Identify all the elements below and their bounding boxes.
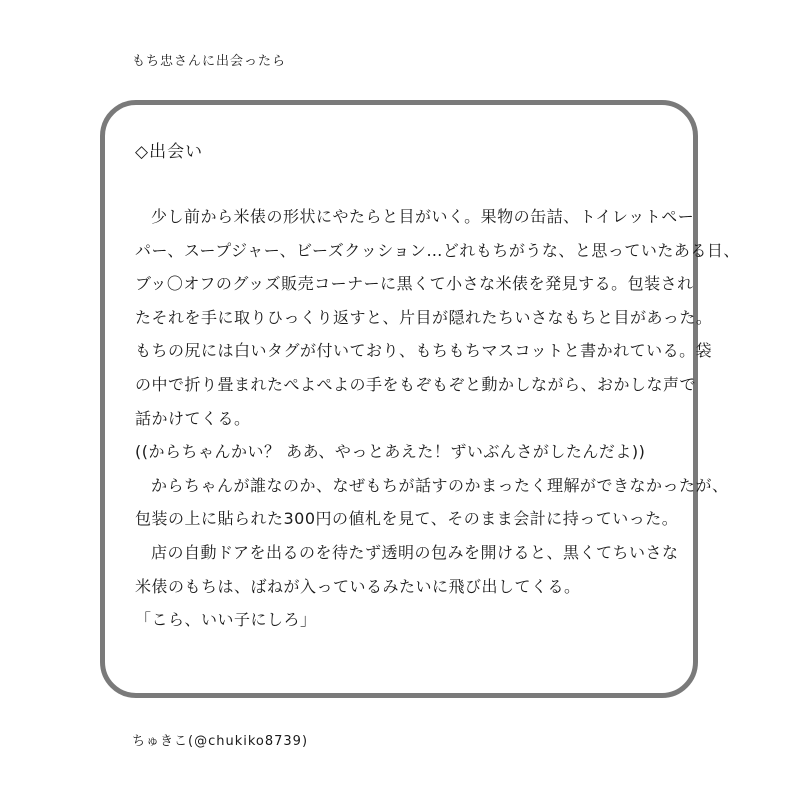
story-line: 米俵のもちは、ばねが入っているみたいに飛び出してくる。 (135, 576, 581, 596)
story-line: 少し前から米俵の形状にやたらと目がいく。果物の缶詰、トイレットペー (151, 207, 695, 226)
story-text-box (100, 100, 740, 698)
story-line: たそれを手に取りひっくり返すと、片目が隠れたちいさなもちと目があった。 (135, 307, 713, 327)
page-title: もち忠さんに出会ったら (132, 54, 287, 69)
story-line: からちゃんが誰なのか、なぜもちが話すのかまったく理解ができなかったが、 (151, 475, 729, 495)
story-line: 店の自動ドアを出るのを待たず透明の包みを開けると、黒くてちいさな (151, 542, 679, 562)
story-line: 包装の上に貼られた300円の値札を見て、そのまま会計に持っていった。 (135, 509, 679, 529)
author-credit: ちゅきこ(@chukiko8739) (132, 734, 309, 749)
story-line: もちの尻には白いタグが付いており、もちもちマスコットと書かれている。袋 (135, 341, 713, 361)
story-line: 話かけてくる。 (135, 408, 251, 428)
story-line: パー、スープジャー、ビーズクッション…どれもちがうな、と思っていたある日、 (135, 240, 740, 260)
story-body (135, 200, 740, 637)
story-line: の中で折り畳まれたぺよぺよの手をもぞもぞと動かしながら、おかしな声で (135, 374, 697, 394)
story-line: 「こら、いい子にしろ」 (135, 610, 317, 630)
story-line: ブッ〇オフのグッズ販売コーナーに黒くて小さな米俵を発見する。包装され (135, 274, 694, 294)
story-line: ((からちゃんかい？ ああ、やっとあえた！ずいぶんさがしたんだよ)) (135, 442, 646, 462)
section-heading: ◇出会い (135, 142, 204, 162)
